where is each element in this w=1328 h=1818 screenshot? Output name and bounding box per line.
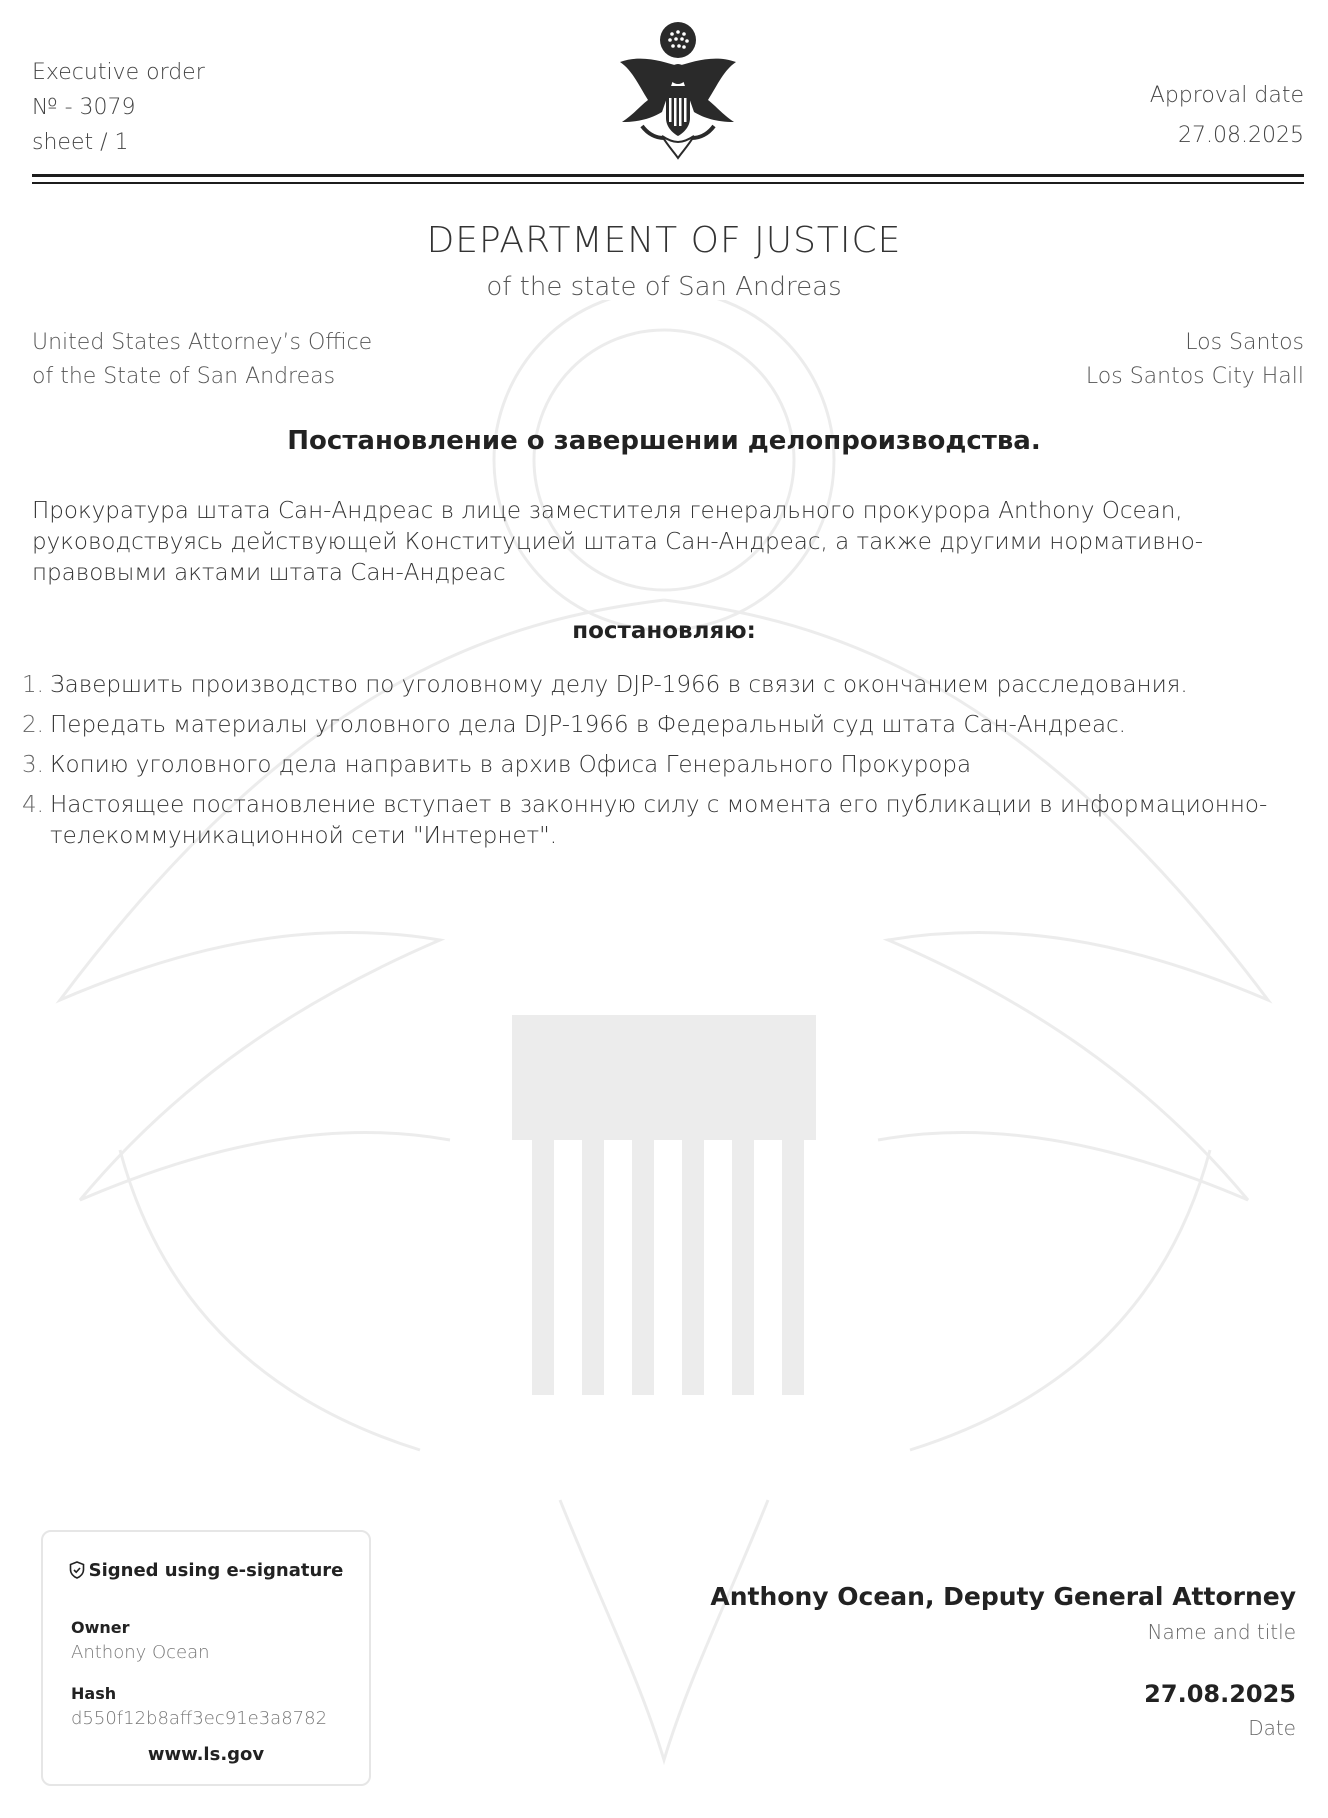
department-title: DEPARTMENT OF JUSTICE	[426, 220, 902, 261]
order-sheet: sheet / 1	[32, 130, 129, 155]
document-intro: Прокуратура штата Сан-Андреас в лице заместителя генерального прокурора Anthony Ocean, руководствуясь действующей Конституцией штата Сан-Андреас, а также другими нормативно-правовыми актами штата Сан-Андреас	[32, 498, 1204, 586]
item-number: 3.	[22, 752, 44, 778]
order-number: № - 3079	[32, 95, 136, 120]
website-link[interactable]: www.ls.gov	[147, 1744, 265, 1765]
owner-label: Owner	[71, 1618, 130, 1637]
list-item	[22, 710, 1292, 741]
document-title: Постановление о завершении делопроизводства.	[287, 426, 1041, 456]
item-number: 1.	[22, 672, 44, 698]
e-signature-heading	[43, 1560, 369, 1581]
item-text: Настоящее постановление вступает в законную силу с момента его публикации в информационно-телекоммуникационной сети "Интернет".	[50, 792, 1268, 849]
order-type: Executive order	[32, 60, 205, 85]
hash-value: d550f12b8aff3ec91e3a8782	[71, 1708, 328, 1729]
signer-name-title: Anthony Ocean, Deputy General Attorney	[710, 1582, 1296, 1611]
approval-date: 27.08.2025	[1178, 123, 1304, 148]
signer-date: 27.08.2025	[1144, 1680, 1296, 1708]
item-number: 4.	[22, 792, 44, 818]
shield-check-icon	[69, 1561, 85, 1579]
decree-heading: постановляю:	[572, 618, 756, 644]
office-location	[1086, 326, 1304, 394]
hash-label: Hash	[71, 1684, 117, 1703]
approval-label: Approval date	[1149, 83, 1304, 108]
signer-date-caption: Date	[1248, 1716, 1296, 1740]
department-subtitle: of the state of San Andreas	[486, 272, 842, 302]
office-line-1: United States Attorney’s Office	[32, 330, 373, 355]
e-signature-card	[41, 1530, 371, 1786]
list-item	[22, 670, 1292, 701]
header-rule-thick	[32, 174, 1304, 177]
header-rule-thin	[32, 182, 1304, 184]
eagle-seal-icon	[612, 18, 744, 160]
e-signature-heading-text: Signed using e-signature	[88, 1560, 344, 1581]
list-item	[22, 790, 1292, 852]
issuing-office	[32, 326, 372, 394]
order-info	[32, 55, 205, 160]
location-city: Los Santos	[1185, 330, 1304, 355]
item-number: 2.	[22, 712, 44, 738]
decree-items	[22, 670, 1292, 861]
item-text: Копию уголовного дела направить в архив Офиса Генерального Прокурора	[50, 752, 972, 778]
signer-name-caption: Name and title	[1147, 1620, 1296, 1644]
approval-block	[1150, 76, 1304, 156]
item-text: Передать материалы уголовного дела DJP-1966 в Федеральный суд штата Сан-Андреас.	[50, 712, 1126, 738]
office-line-2: of the State of San Andreas	[32, 364, 336, 389]
owner-value: Anthony Ocean	[71, 1642, 210, 1663]
list-item	[22, 750, 1292, 781]
item-text: Завершить производство по уголовному делу DJP-1966 в связи с окончанием расследования.	[50, 672, 1188, 698]
location-building: Los Santos City Hall	[1085, 364, 1304, 389]
